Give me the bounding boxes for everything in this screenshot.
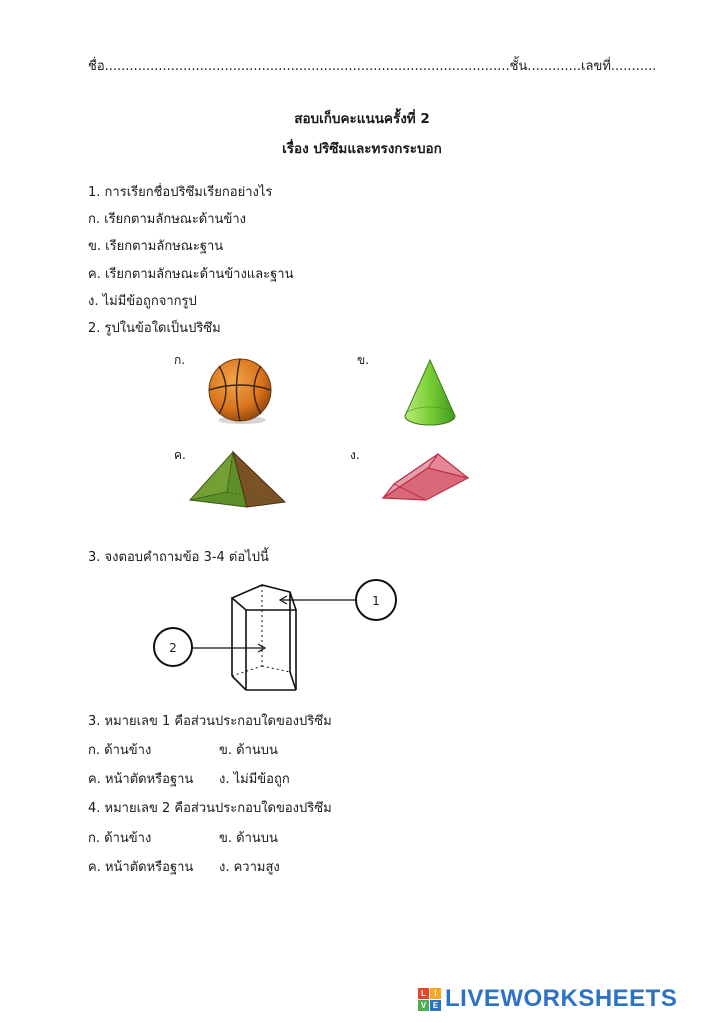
logo-tile: E (430, 1000, 441, 1011)
q3-option-c[interactable]: ค. หน้าตัดหรือฐาน (88, 772, 194, 787)
q3-option-b[interactable]: ข. ด้านบน (219, 743, 278, 758)
q4-option-d[interactable]: ง. ความสูง (219, 860, 280, 875)
q4-option-a[interactable]: ก. ด้านข้าง (88, 831, 152, 846)
q1-question: 1. การเรียกชื่อปริซึมเรียกอย่างไร (88, 185, 273, 200)
q2-label-d: ง. (350, 448, 360, 462)
prism-top-face (232, 585, 296, 610)
logo-tile: L (418, 988, 429, 999)
logo-tile: I (430, 988, 441, 999)
q2-label-a: ก. (174, 353, 186, 367)
q1-option-d[interactable]: ง. ไม่มีข้อถูกจากรูป (88, 294, 197, 309)
logo-tiles-icon (418, 988, 441, 1011)
q1-option-a[interactable]: ก. เรียกตามลักษณะด้านข้าง (88, 212, 246, 227)
callout-2-label: 2 (169, 641, 177, 655)
callout-1-label: 1 (372, 594, 380, 608)
q3-option-a[interactable]: ก. ด้านข้าง (88, 743, 152, 758)
basketball-image[interactable] (205, 356, 277, 426)
pentagonal-prism-diagram (150, 578, 400, 694)
name-line: ชื่อ..................................................................................................ชั้น.............เลขที่........... (88, 59, 657, 74)
q1-option-c[interactable]: ค. เรียกตามลักษณะด้านข้างและฐาน (88, 267, 294, 282)
q3-4-instruction: 3. จงตอบคำถามข้อ 3-4 ต่อไปนี้ (88, 550, 269, 565)
logo-tile: V (418, 1000, 429, 1011)
test-subtitle: เรื่อง ปริซึมและทรงกระบอก (282, 141, 442, 157)
q4-question: 4. หมายเลข 2 คือส่วนประกอบใดของปริซึม (88, 801, 332, 816)
cone-image[interactable] (400, 358, 460, 430)
test-title: สอบเก็บคะแนนครั้งที่ 2 (294, 111, 430, 127)
pyramid-image[interactable] (187, 450, 289, 512)
q3-question: 3. หมายเลข 1 คือส่วนประกอบใดของปริซึม (88, 714, 332, 729)
q2-label-c: ค. (174, 448, 186, 462)
q2-question: 2. รูปในข้อใดเป็นปริซึม (88, 321, 221, 336)
q1-option-b[interactable]: ข. เรียกตามลักษณะฐาน (88, 239, 224, 254)
q4-option-b[interactable]: ข. ด้านบน (219, 831, 278, 846)
logo-brand-text: LIVEWORKSHEETS (445, 985, 678, 1012)
q2-label-b: ข. (357, 353, 370, 367)
liveworksheets-logo[interactable] (418, 986, 677, 1012)
q3-option-d[interactable]: ง. ไม่มีข้อถูก (219, 772, 290, 787)
q4-option-c[interactable]: ค. หน้าตัดหรือฐาน (88, 860, 194, 875)
triangular-prism-image[interactable] (380, 452, 472, 504)
